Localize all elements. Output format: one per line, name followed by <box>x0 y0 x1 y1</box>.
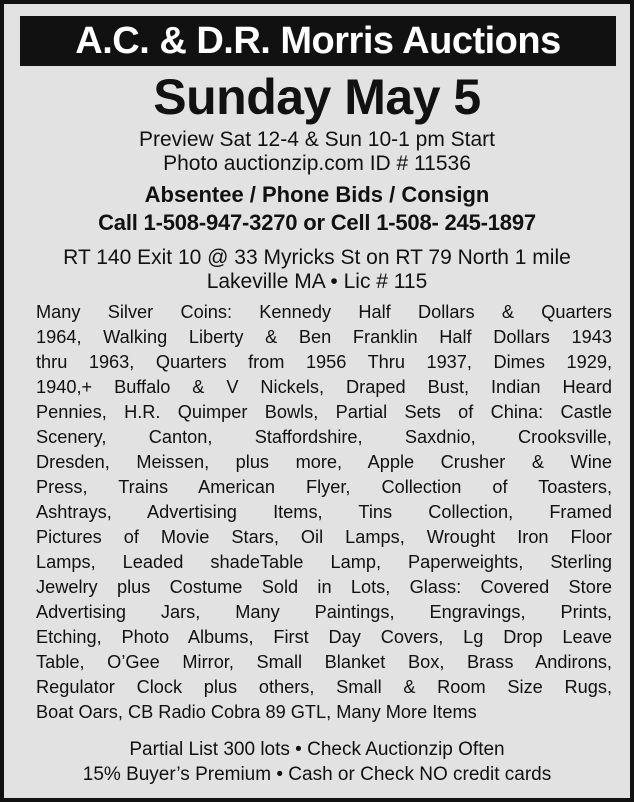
item-line: Regulator Clock plus others, Small & Room Size Rugs, <box>36 677 612 697</box>
location-license: Lakeville MA • Lic # 115 <box>206 270 428 293</box>
company-banner: A.C. & D.R. Morris Auctions <box>20 16 616 66</box>
item-list <box>36 300 612 725</box>
item-line: Table, O’Gee Mirror, Small Blanket Box, Brass Andirons, <box>36 652 612 672</box>
photo-info: Photo auctionzip.com ID # 11536 <box>163 152 471 175</box>
preview-times: Preview Sat 12-4 & Sun 10-1 pm Start <box>138 128 495 151</box>
phone-numbers: Call 1-508-947-3270 or Cell 1-508- 245-1897 <box>98 210 536 235</box>
item-line: Etching, Photo Albums, First Day Covers, Lg Drop Leave <box>36 627 612 647</box>
bids-info: Absentee / Phone Bids / Consign <box>144 182 490 207</box>
item-line: Ashtrays, Advertising Items, Tins Collection, Framed <box>36 502 612 522</box>
item-line: 1964, Walking Liberty & Ben Franklin Half Dollars 1943 <box>36 327 612 347</box>
item-line: 1940,+ Buffalo & V Nickels, Draped Bust, Indian Heard <box>36 377 612 397</box>
item-line: Advertising Jars, Many Paintings, Engravings, Prints, <box>36 602 612 622</box>
item-line: Scenery, Canton, Staffordshire, Saxdnio, Crooksville, <box>36 427 612 447</box>
item-line: Boat Oars, CB Radio Cobra 89 GTL, Many More Items <box>36 702 477 722</box>
item-line: Many Silver Coins: Kennedy Half Dollars & Quarters <box>36 302 612 322</box>
item-line: Lamps, Leaded shadeTable Lamp, Paperweights, Sterling <box>36 552 612 572</box>
footer-lots: Partial List 300 lots • Check Auctionzip Often <box>129 739 505 760</box>
item-line: thru 1963, Quarters from 1956 Thru 1937, Dimes 1929, <box>36 352 612 372</box>
item-line: Pictures of Movie Stars, Oil Lamps, Wrought Iron Floor <box>36 527 612 547</box>
item-line: Pennies, H.R. Quimper Bowls, Partial Sets of China: Castle <box>36 402 612 422</box>
directions: RT 140 Exit 10 @ 33 Myricks St on RT 79 North 1 mile <box>63 246 571 269</box>
auction-date: Sunday May 5 <box>153 69 481 125</box>
item-line: Dresden, Meissen, plus more, Apple Crusher & Wine <box>36 452 612 472</box>
item-line: Jewelry plus Costume Sold in Lots, Glass: Covered Store <box>36 577 612 597</box>
item-line: Press, Trains American Flyer, Collection of Toasters, <box>36 477 612 497</box>
footer-terms: 15% Buyer’s Premium • Cash or Check NO credit cards <box>82 764 552 785</box>
